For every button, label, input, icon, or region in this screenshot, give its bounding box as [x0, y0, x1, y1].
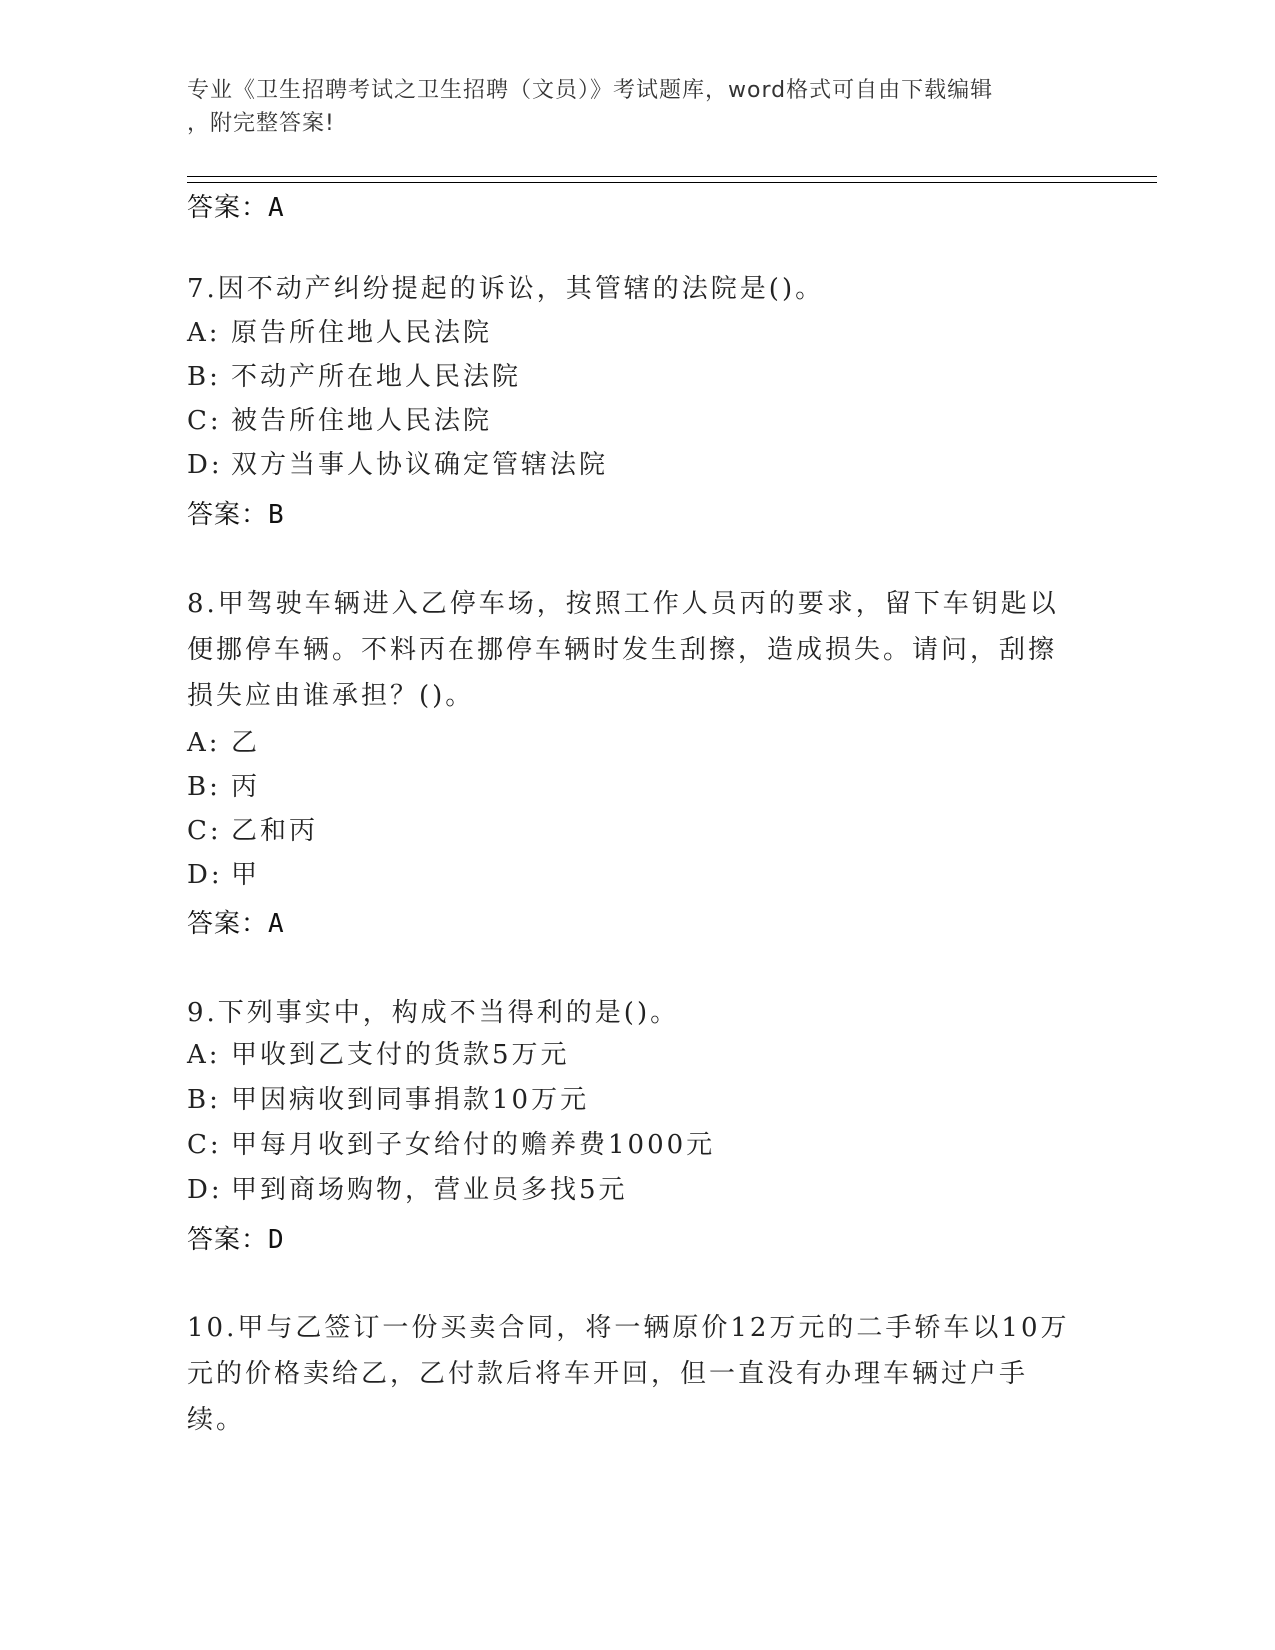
- question-8-option-d: [187, 860, 260, 890]
- question-7-option-d: [187, 450, 608, 480]
- option-text: 被告所住地人民法院: [231, 406, 493, 436]
- question-7-stem: 7.因不动产纠纷提起的诉讼，其管辖的法院是()。: [187, 274, 825, 304]
- header-rule-bottom: [187, 182, 1157, 183]
- question-8-answer: [187, 909, 285, 939]
- answer-value: A: [268, 909, 285, 939]
- question-7-option-a: [187, 318, 492, 348]
- question-7-answer: [187, 500, 285, 530]
- question-8-option-a: [187, 728, 260, 758]
- option-key: D:: [187, 1175, 223, 1205]
- option-key: A:: [187, 318, 221, 348]
- question-9-option-d: [187, 1175, 628, 1205]
- question-9-answer: [187, 1225, 285, 1255]
- option-text: 双方当事人协议确定管辖法院: [231, 450, 609, 480]
- option-key: A:: [187, 1040, 221, 1070]
- option-text: 乙: [231, 728, 261, 758]
- option-text: 原告所住地人民法院: [231, 318, 493, 348]
- option-text: 不动产所在地人民法院: [231, 362, 522, 392]
- question-9-stem: 9.下列事实中，构成不当得利的是()。: [187, 998, 680, 1028]
- answer-value: D: [268, 1225, 285, 1255]
- question-7-option-b: [187, 362, 521, 392]
- option-key: D:: [187, 450, 223, 480]
- option-key: A:: [187, 728, 221, 758]
- answer-label: 答案：: [187, 1225, 269, 1255]
- option-text: 丙: [231, 772, 261, 802]
- answer-label: 答案：: [187, 193, 269, 223]
- option-key: C:: [187, 406, 222, 436]
- header-line-1: 专业《卫生招聘考试之卫生招聘（文员）》考试题库，word格式可自由下载编辑: [187, 78, 994, 103]
- question-9-option-c: [187, 1130, 715, 1160]
- header-rule-top: [187, 176, 1157, 177]
- option-key: B:: [187, 362, 221, 392]
- answer-label: 答案：: [187, 500, 269, 530]
- header-line-2: ，附完整答案!: [187, 111, 335, 136]
- option-key: B:: [187, 1085, 221, 1115]
- question-9-option-b: [187, 1085, 589, 1115]
- option-text: 甲每月收到子女给付的赡养费1000元: [231, 1130, 716, 1160]
- question-8-option-b: [187, 772, 260, 802]
- answer-value: A: [268, 193, 285, 223]
- answer-label: 答案：: [187, 909, 269, 939]
- question-10-stem: 10.甲与乙签订一份买卖合同，将一辆原价12万元的二手轿车以10万元的价格卖给乙，乙付款后将车开回，但一直没有办理车辆过户手续。: [187, 1313, 1070, 1435]
- option-key: C:: [187, 1130, 222, 1160]
- option-text: 甲因病收到同事捐款10万元: [231, 1085, 590, 1115]
- answer-value: B: [268, 500, 285, 530]
- question-8-option-c: [187, 816, 318, 846]
- option-text: 甲: [231, 860, 261, 890]
- option-text: 乙和丙: [231, 816, 319, 846]
- question-7-option-c: [187, 406, 492, 436]
- option-text: 甲到商场购物，营业员多找5元: [231, 1175, 628, 1205]
- option-text: 甲收到乙支付的货款5万元: [231, 1040, 570, 1070]
- option-key: D:: [187, 860, 223, 890]
- document-header: [187, 74, 1067, 140]
- question-9-option-a: [187, 1040, 570, 1070]
- option-key: B:: [187, 772, 221, 802]
- option-key: C:: [187, 816, 222, 846]
- answer-previous: [187, 193, 285, 223]
- question-8-stem: 8.甲驾驶车辆进入乙停车场，按照工作人员丙的要求，留下车钥匙以便挪停车辆。不料丙在挪停车辆时发生刮擦，造成损失。请问，刮擦损失应由谁承担？()。: [187, 589, 1059, 711]
